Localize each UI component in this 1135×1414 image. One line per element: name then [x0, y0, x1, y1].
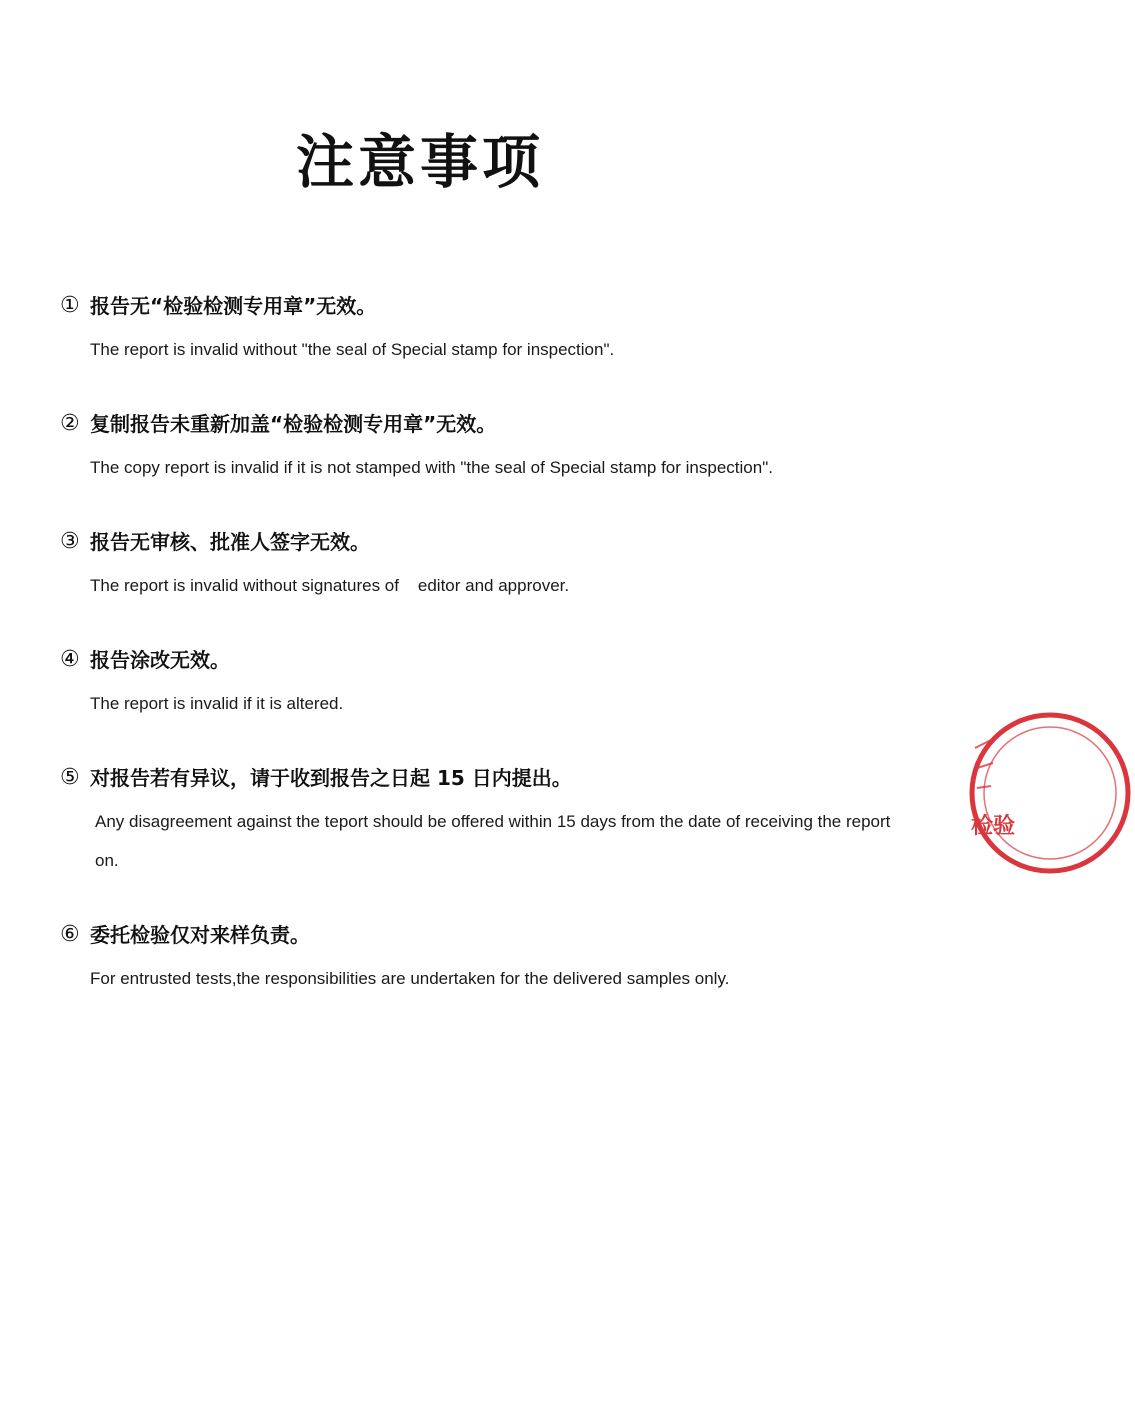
- notice-english-text: The report is invalid without signatures of editor and approver.: [90, 576, 570, 595]
- stamp-marks: [975, 738, 995, 788]
- notice-heading: [60, 764, 930, 792]
- notice-item-3: [60, 528, 930, 605]
- stamp-inner-ring: [984, 727, 1116, 859]
- stamp-text: 检验: [971, 814, 1016, 839]
- notice-english-text: The report is invalid without "the seal of Special stamp for inspection".: [90, 340, 615, 359]
- notice-item-6: [60, 921, 930, 998]
- notice-chinese-text: 对报告若有异议，请于收到报告之日起 15 日内提出。: [90, 766, 572, 790]
- notice-number: ④: [60, 647, 80, 672]
- stamp-outer-ring: [972, 715, 1128, 871]
- notice-heading: [60, 921, 930, 949]
- notice-heading: [60, 410, 930, 438]
- page-title: 注意事项: [296, 128, 545, 196]
- notice-chinese-text: 报告涂改无效。: [90, 648, 230, 672]
- notice-heading: [60, 528, 930, 556]
- notice-heading: [60, 646, 930, 674]
- notice-chinese-text: 委托检验仅对来样负责。: [90, 923, 310, 947]
- notice-english-text: The report is invalid if it is altered.: [90, 694, 344, 713]
- official-seal-stamp: [965, 708, 1135, 878]
- notice-number: ③: [60, 529, 80, 554]
- notice-item-4: [60, 646, 930, 723]
- notice-english-text: The copy report is invalid if it is not stamped with "the seal of Special stamp for inspection".: [90, 458, 773, 477]
- notice-heading: [60, 292, 930, 320]
- notice-number: ⑤: [60, 765, 80, 790]
- notice-chinese-text: 复制报告未重新加盖“检验检测专用章”无效。: [90, 412, 497, 436]
- notice-item-2: [60, 410, 930, 487]
- notice-chinese-text: 报告无审核、批准人签字无效。: [90, 530, 370, 554]
- notice-english-text: For entrusted tests,the responsibilities are undertaken for the delivered samples only.: [90, 969, 730, 988]
- notice-number: ⑥: [60, 922, 80, 947]
- notice-number: ①: [60, 293, 80, 318]
- notice-chinese-text: 报告无“检验检测专用章”无效。: [90, 294, 377, 318]
- notice-item-5: [60, 764, 930, 880]
- notice-item-1: [60, 292, 930, 369]
- notice-number: ②: [60, 411, 80, 436]
- notice-english-text: Any disagreement against the teport should be offered within 15 days from the date of receiving the report on.: [95, 812, 891, 870]
